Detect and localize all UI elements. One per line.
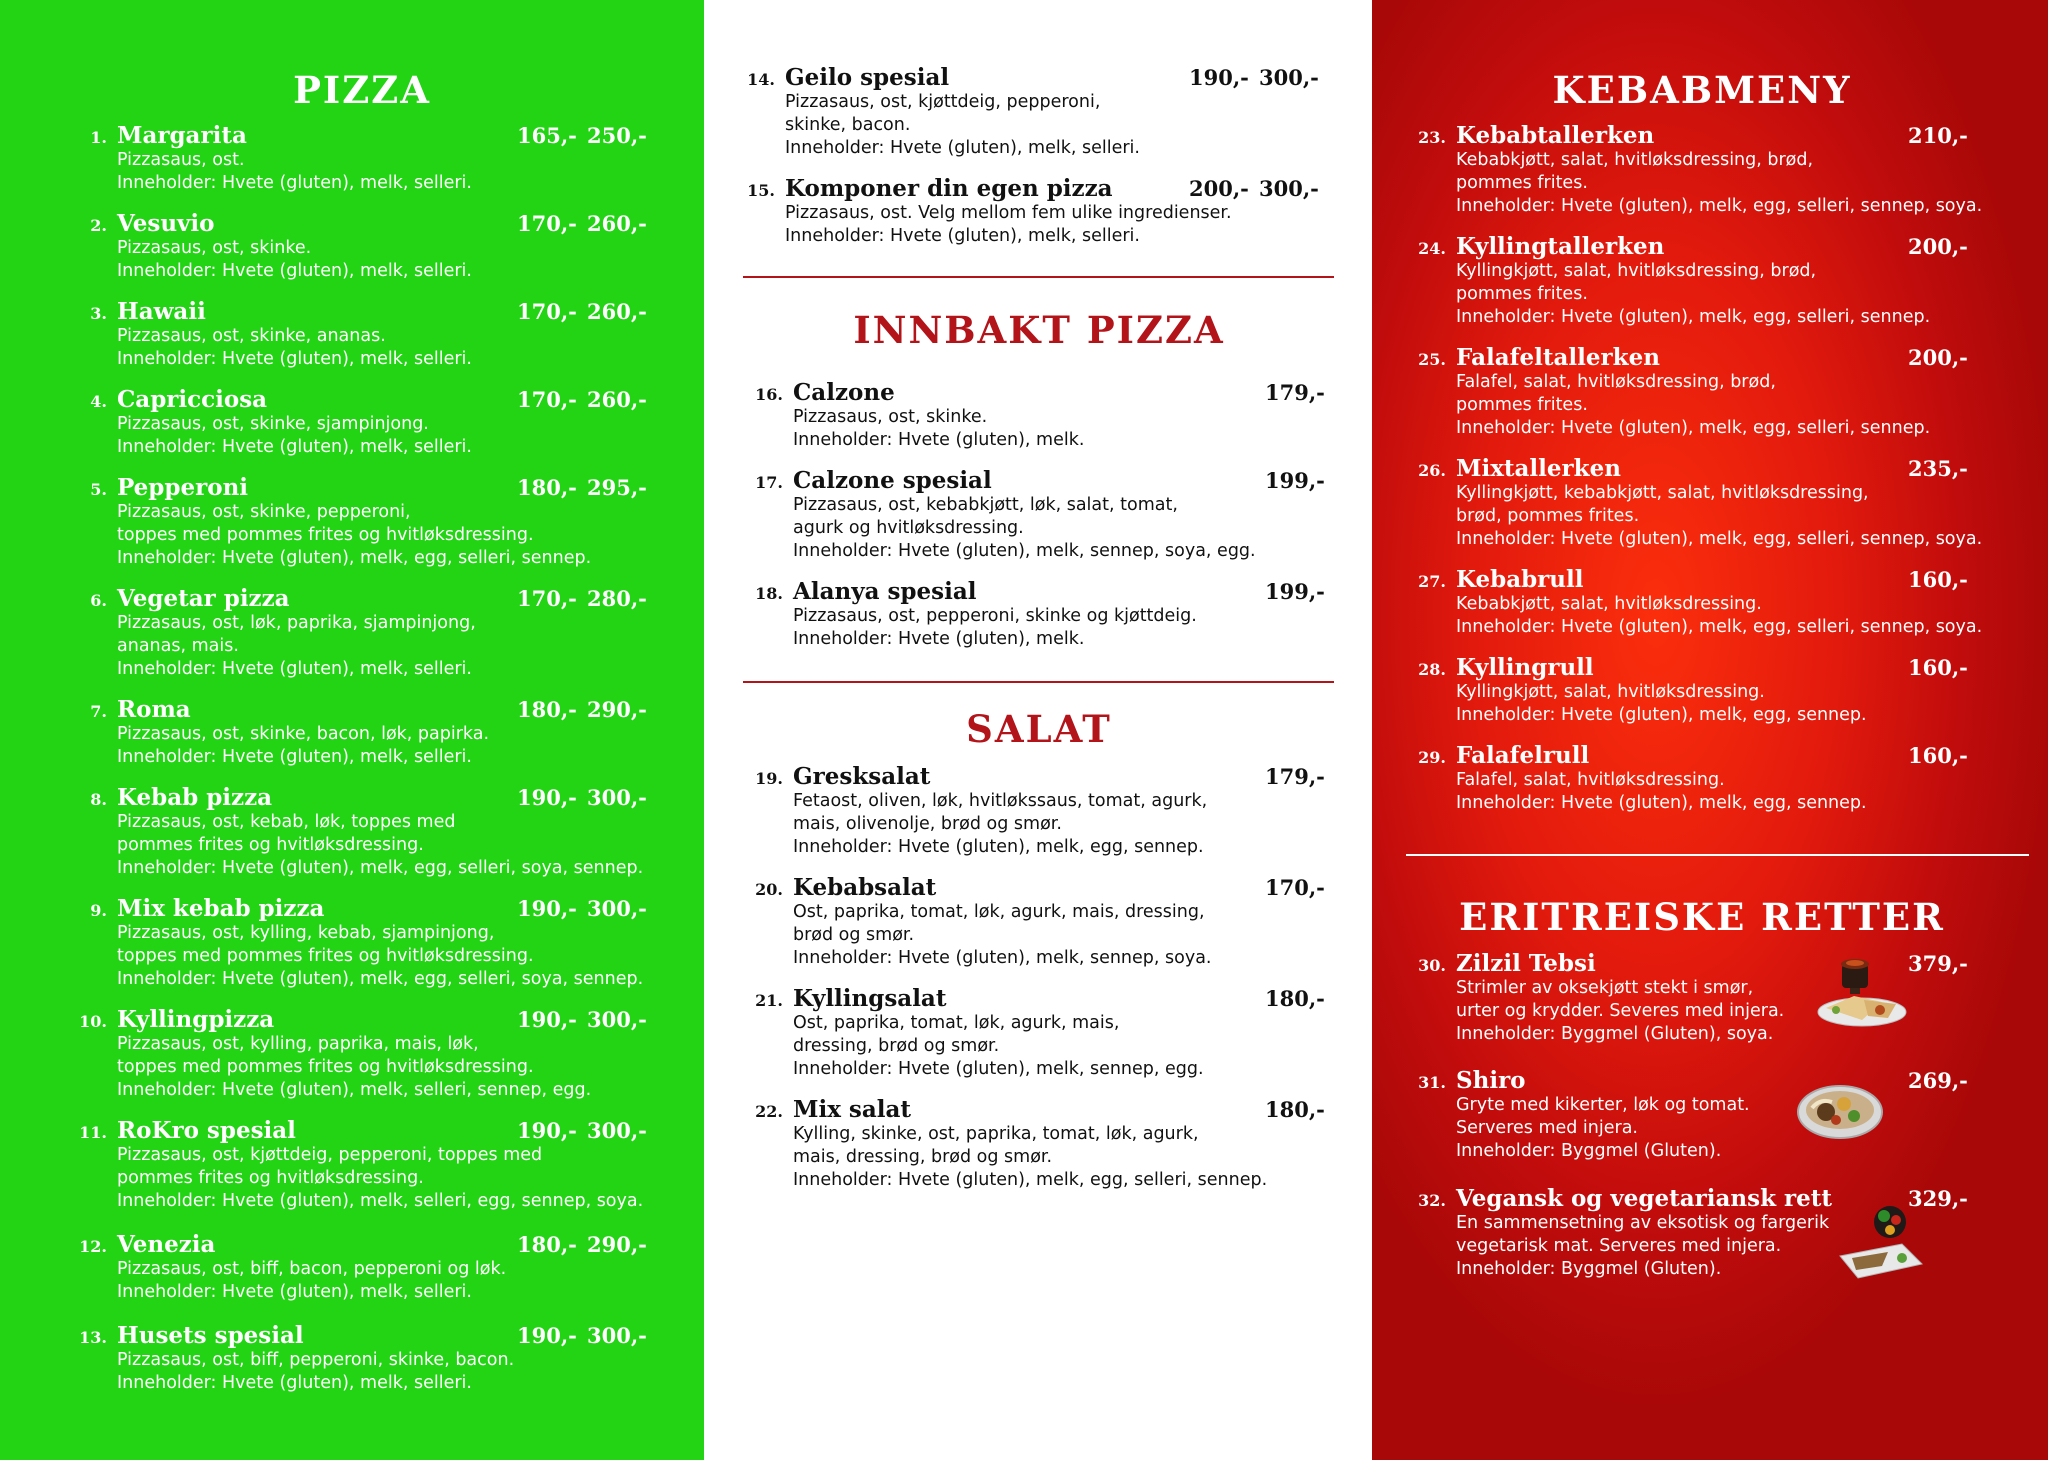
item-price: 210,-	[1908, 123, 1968, 148]
item-price-large: 295,-	[587, 475, 647, 500]
item-name: Alanya spesial	[793, 578, 977, 605]
salat-heading: SALAT	[966, 707, 1112, 751]
item-price: 199,-	[1265, 468, 1325, 493]
item-price: 160,-	[1908, 655, 1968, 680]
item-name: Kyllingtallerken	[1456, 233, 1665, 260]
innbakt-heading: INNBAKT PIZZA	[853, 308, 1225, 352]
item-price-small: 170,-	[517, 211, 577, 236]
menu-item	[755, 467, 1353, 563]
menu-item	[755, 874, 1353, 970]
item-description: Kebabkjøtt, salat, hvitløksdressing, brød, pommes frites. Inneholder: Hvete (gluten), melk, egg, selleri, sennep, soya.	[1456, 150, 1983, 216]
item-description: Pizzasaus, ost, skinke, pepperoni, toppes med pommes frites og hvitløksdressing. Inneholder: Hvete (gluten), melk, egg, selleri, sennep.	[117, 502, 592, 568]
item-description: Pizzasaus, ost, biff, bacon, pepperoni og løk. Inneholder: Hvete (gluten), melk, selleri.	[117, 1259, 507, 1302]
item-price: 329,-	[1908, 1186, 1968, 1211]
eritreiske-heading: ERITREISKE RETTER	[1459, 895, 1945, 939]
item-price-large: 300,-	[1259, 65, 1319, 90]
menu-item	[90, 895, 717, 991]
item-name: Hawaii	[117, 298, 206, 325]
item-price: 180,-	[1265, 986, 1325, 1011]
item-name: Komponer din egen pizza	[785, 175, 1113, 202]
item-name: Margarita	[117, 122, 247, 149]
item-number: 1.	[90, 128, 107, 147]
item-description: Ost, paprika, tomat, løk, agurk, mais, dressing, brød og smør. Inneholder: Hvete (gluten), melk, sennep, soya.	[793, 902, 1212, 968]
item-name: Vesuvio	[117, 210, 215, 237]
menu-item	[755, 578, 1353, 651]
item-name: RoKro spesial	[117, 1117, 296, 1144]
menu-item	[90, 474, 717, 570]
item-price: 160,-	[1908, 567, 1968, 592]
item-name: Pepperoni	[117, 474, 249, 501]
item-number: 16.	[755, 385, 783, 404]
menu-item	[90, 210, 717, 283]
item-description: Kyllingkjøtt, salat, hvitløksdressing. Inneholder: Hvete (gluten), melk, egg, sennep.	[1456, 682, 1867, 725]
item-description: Pizzasaus, ost, skinke. Inneholder: Hvete (gluten), melk.	[793, 407, 1085, 450]
item-price-large: 260,-	[587, 299, 647, 324]
menu-item	[747, 64, 1355, 160]
item-number: 21.	[755, 991, 783, 1010]
item-price-small: 170,-	[517, 299, 577, 324]
item-price: 269,-	[1908, 1068, 1968, 1093]
item-number: 13.	[79, 1328, 107, 1347]
item-number: 9.	[90, 901, 107, 920]
item-price-small: 190,-	[517, 1007, 577, 1032]
item-price-small: 190,-	[1189, 65, 1249, 90]
kebab-heading: KEBABMENY	[1552, 68, 1852, 112]
menu-item	[79, 1117, 717, 1213]
section-divider	[1406, 854, 2029, 856]
item-price-small: 180,-	[517, 697, 577, 722]
item-number: 3.	[90, 304, 107, 323]
item-price-small: 180,-	[517, 475, 577, 500]
item-number: 8.	[90, 790, 107, 809]
item-price-large: 300,-	[587, 896, 647, 921]
kebab-panel	[1372, 0, 2048, 1460]
item-price-large: 300,-	[1259, 176, 1319, 201]
item-name: Gresksalat	[793, 763, 931, 790]
pizza-panel	[0, 0, 704, 1460]
item-name: Husets spesial	[117, 1322, 304, 1349]
item-price: 179,-	[1265, 380, 1325, 405]
item-name: Geilo spesial	[785, 64, 950, 91]
menu-item	[90, 122, 717, 195]
item-price-large: 300,-	[587, 1118, 647, 1143]
item-price: 160,-	[1908, 743, 1968, 768]
menu-item	[90, 696, 717, 769]
menu-item	[1418, 566, 2016, 639]
item-name: Kebab pizza	[117, 784, 273, 811]
item-description: Pizzasaus, ost, pepperoni, skinke og kjøttdeig. Inneholder: Hvete (gluten), melk.	[793, 606, 1197, 649]
item-number: 5.	[90, 480, 107, 499]
item-name: Mix salat	[793, 1096, 912, 1123]
item-description: Pizzasaus, ost, skinke. Inneholder: Hvete (gluten), melk, selleri.	[117, 238, 472, 281]
menu-item	[1418, 455, 2016, 551]
item-description: Pizzasaus, ost. Velg mellom fem ulike ingredienser. Inneholder: Hvete (gluten), melk, selleri.	[785, 203, 1232, 246]
item-description: Kylling, skinke, ost, paprika, tomat, løk, agurk, mais, dressing, brød og smør. Inneholder: Hvete (gluten), melk, egg, selleri, sennep.	[793, 1124, 1268, 1190]
item-description: Pizzasaus, ost, kylling, paprika, mais, løk, toppes med pommes frites og hvitløksdressing. Inneholder: Hvete (gluten), melk, selleri, sennep, egg.	[117, 1034, 592, 1100]
menu-item	[1418, 1185, 2016, 1281]
item-price: 379,-	[1908, 951, 1968, 976]
item-description: Pizzasaus, ost, løk, paprika, sjampinjong, ananas, mais. Inneholder: Hvete (gluten), melk, selleri.	[117, 613, 476, 679]
item-description: Pizzasaus, ost, skinke, sjampinjong. Inneholder: Hvete (gluten), melk, selleri.	[117, 414, 472, 457]
menu-item	[79, 1322, 717, 1395]
item-number: 18.	[755, 584, 783, 603]
item-number: 24.	[1418, 239, 1446, 258]
item-description: Fetaost, oliven, løk, hvitløkssaus, tomat, agurk, mais, olivenolje, brød og smør. Inneholder: Hvete (gluten), melk, egg, sennep.	[793, 791, 1208, 857]
item-description: Pizzasaus, ost, kjøttdeig, pepperoni, skinke, bacon. Inneholder: Hvete (gluten), melk, selleri.	[785, 92, 1140, 158]
item-name: Vegansk og vegetariansk rett	[1456, 1185, 1833, 1212]
item-description: Pizzasaus, ost, skinke, bacon, løk, papirka. Inneholder: Hvete (gluten), melk, selleri.	[117, 724, 490, 767]
item-number: 15.	[747, 181, 775, 200]
item-description: Pizzasaus, ost, skinke, ananas. Inneholder: Hvete (gluten), melk, selleri.	[117, 326, 472, 369]
item-price-large: 260,-	[587, 211, 647, 236]
item-number: 2.	[90, 216, 107, 235]
item-price-large: 290,-	[587, 1232, 647, 1257]
item-number: 12.	[79, 1237, 107, 1256]
shiro-dish-image	[1792, 1068, 1888, 1150]
item-name: Vegetar pizza	[117, 585, 290, 612]
item-number: 30.	[1418, 956, 1446, 975]
item-price: 170,-	[1265, 875, 1325, 900]
item-description: Falafel, salat, hvitløksdressing. Inneholder: Hvete (gluten), melk, egg, sennep.	[1456, 770, 1867, 813]
item-price-large: 300,-	[587, 1007, 647, 1032]
item-description: Gryte med kikerter, løk og tomat. Serveres med injera. Inneholder: Byggmel (Gluten).	[1456, 1095, 1750, 1161]
middle-panel	[704, 0, 1372, 1460]
item-price-large: 300,-	[587, 785, 647, 810]
item-name: Mixtallerken	[1456, 455, 1621, 482]
zilzil-tebsi-dish-image	[1812, 950, 1908, 1032]
menu-item	[1418, 1067, 2016, 1163]
menu-item	[1418, 950, 2016, 1046]
menu-item	[90, 298, 717, 371]
item-price-large: 250,-	[587, 123, 647, 148]
item-number: 23.	[1418, 128, 1446, 147]
item-name: Calzone spesial	[793, 467, 992, 494]
item-number: 22.	[755, 1102, 783, 1121]
menu-item	[79, 1231, 717, 1304]
item-number: 28.	[1418, 660, 1446, 679]
item-number: 29.	[1418, 748, 1446, 767]
item-number: 25.	[1418, 350, 1446, 369]
menu-item	[1418, 233, 2016, 329]
menu-item	[1418, 742, 2016, 815]
section-divider	[743, 276, 1334, 278]
pizza-heading: PIZZA	[293, 68, 431, 112]
item-description: Falafel, salat, hvitløksdressing, brød, pommes frites. Inneholder: Hvete (gluten), melk, egg, selleri, sennep.	[1456, 372, 1931, 438]
item-number: 32.	[1418, 1191, 1446, 1210]
item-name: Shiro	[1456, 1067, 1526, 1094]
item-price: 200,-	[1908, 345, 1968, 370]
item-name: Kebabrull	[1456, 566, 1584, 593]
item-price: 199,-	[1265, 579, 1325, 604]
menu-item	[755, 985, 1353, 1081]
item-number: 31.	[1418, 1073, 1446, 1092]
item-number: 14.	[747, 70, 775, 89]
menu-item	[1418, 654, 2016, 727]
item-name: Venezia	[117, 1231, 216, 1258]
menu-item	[755, 763, 1353, 859]
item-name: Roma	[117, 696, 191, 723]
item-price-large: 290,-	[587, 697, 647, 722]
item-name: Kyllingsalat	[793, 985, 947, 1012]
menu-item	[1418, 344, 2016, 440]
item-description: Ost, paprika, tomat, løk, agurk, mais, dressing, brød og smør. Inneholder: Hvete (gluten), melk, sennep, egg.	[793, 1013, 1204, 1079]
menu-item	[79, 1006, 717, 1102]
item-description: Pizzasaus, ost, kebabkjøtt, løk, salat, tomat, agurk og hvitløksdressing. Inneholder: Hvete (gluten), melk, sennep, soya, egg.	[793, 495, 1256, 561]
menu-item	[755, 1096, 1353, 1192]
item-price-large: 300,-	[587, 1323, 647, 1348]
menu-item	[747, 175, 1355, 248]
item-name: Zilzil Tebsi	[1456, 950, 1596, 977]
item-price-large: 260,-	[587, 387, 647, 412]
item-description: Kebabkjøtt, salat, hvitløksdressing. Inneholder: Hvete (gluten), melk, egg, selleri, sennep, soya.	[1456, 594, 1983, 637]
item-number: 27.	[1418, 572, 1446, 591]
item-price-small: 190,-	[517, 1118, 577, 1143]
item-name: Falafelrull	[1456, 742, 1590, 769]
item-description: Pizzasaus, ost, kjøttdeig, pepperoni, toppes med pommes frites og hvitløksdressing. Inneholder: Hvete (gluten), melk, selleri, egg, sennep, soya.	[117, 1145, 644, 1211]
item-number: 6.	[90, 591, 107, 610]
menu-item	[90, 386, 717, 459]
item-price-small: 180,-	[517, 1232, 577, 1257]
item-description: Pizzasaus, ost. Inneholder: Hvete (gluten), melk, selleri.	[117, 150, 472, 193]
item-price-large: 280,-	[587, 586, 647, 611]
item-number: 4.	[90, 392, 107, 411]
item-description: Kyllingkjøtt, kebabkjøtt, salat, hvitløksdressing, brød, pommes frites. Inneholder: Hvete (gluten), melk, egg, selleri, sennep, soya.	[1456, 483, 1983, 549]
item-name: Kyllingpizza	[117, 1006, 275, 1033]
item-name: Kebabtallerken	[1456, 122, 1655, 149]
item-name: Falafeltallerken	[1456, 344, 1660, 371]
item-description: Pizzasaus, ost, kylling, kebab, sjampinjong, toppes med pommes frites og hvitløksdressing. Inneholder: Hvete (gluten), melk, egg, selleri, soya, sennep.	[117, 923, 644, 989]
item-number: 17.	[755, 473, 783, 492]
item-price: 200,-	[1908, 234, 1968, 259]
item-description: Pizzasaus, ost, kebab, løk, toppes med pommes frites og hvitløksdressing. Inneholder: Hvete (gluten), melk, egg, selleri, soya, sennep.	[117, 812, 644, 878]
item-price-small: 165,-	[517, 123, 577, 148]
item-number: 26.	[1418, 461, 1446, 480]
item-description: Kyllingkjøtt, salat, hvitløksdressing, brød, pommes frites. Inneholder: Hvete (gluten), melk, egg, selleri, sennep.	[1456, 261, 1931, 327]
menu-item	[90, 784, 717, 880]
item-description: Pizzasaus, ost, biff, pepperoni, skinke, bacon. Inneholder: Hvete (gluten), melk, selleri.	[117, 1350, 515, 1393]
section-divider	[743, 681, 1334, 683]
menu-item	[1418, 122, 2016, 218]
item-name: Kebabsalat	[793, 874, 937, 901]
item-description: Strimler av oksekjøtt stekt i smør, urter og krydder. Severes med injera. Inneholder: Byggmel (Gluten), soya.	[1456, 978, 1785, 1044]
item-price-small: 200,-	[1189, 176, 1249, 201]
item-name: Calzone	[793, 379, 895, 406]
item-name: Kyllingrull	[1456, 654, 1594, 681]
vegan-dish-image	[1832, 1200, 1928, 1282]
item-price: 180,-	[1265, 1097, 1325, 1122]
item-number: 19.	[755, 769, 783, 788]
item-price-small: 190,-	[517, 1323, 577, 1348]
item-name: Capricciosa	[117, 386, 268, 413]
item-number: 11.	[79, 1123, 107, 1142]
item-number: 7.	[90, 702, 107, 721]
item-number: 10.	[79, 1012, 107, 1031]
item-price: 179,-	[1265, 764, 1325, 789]
item-number: 20.	[755, 880, 783, 899]
item-price-small: 170,-	[517, 586, 577, 611]
item-price-small: 170,-	[517, 387, 577, 412]
item-description: En sammensetning av eksotisk og fargerik vegetarisk mat. Serveres med injera. Inneholder: Byggmel (Gluten).	[1456, 1213, 1830, 1279]
menu-item	[90, 585, 717, 681]
item-name: Mix kebab pizza	[117, 895, 325, 922]
item-price-small: 190,-	[517, 896, 577, 921]
menu-item	[755, 379, 1353, 452]
item-price: 235,-	[1908, 456, 1968, 481]
item-price-small: 190,-	[517, 785, 577, 810]
